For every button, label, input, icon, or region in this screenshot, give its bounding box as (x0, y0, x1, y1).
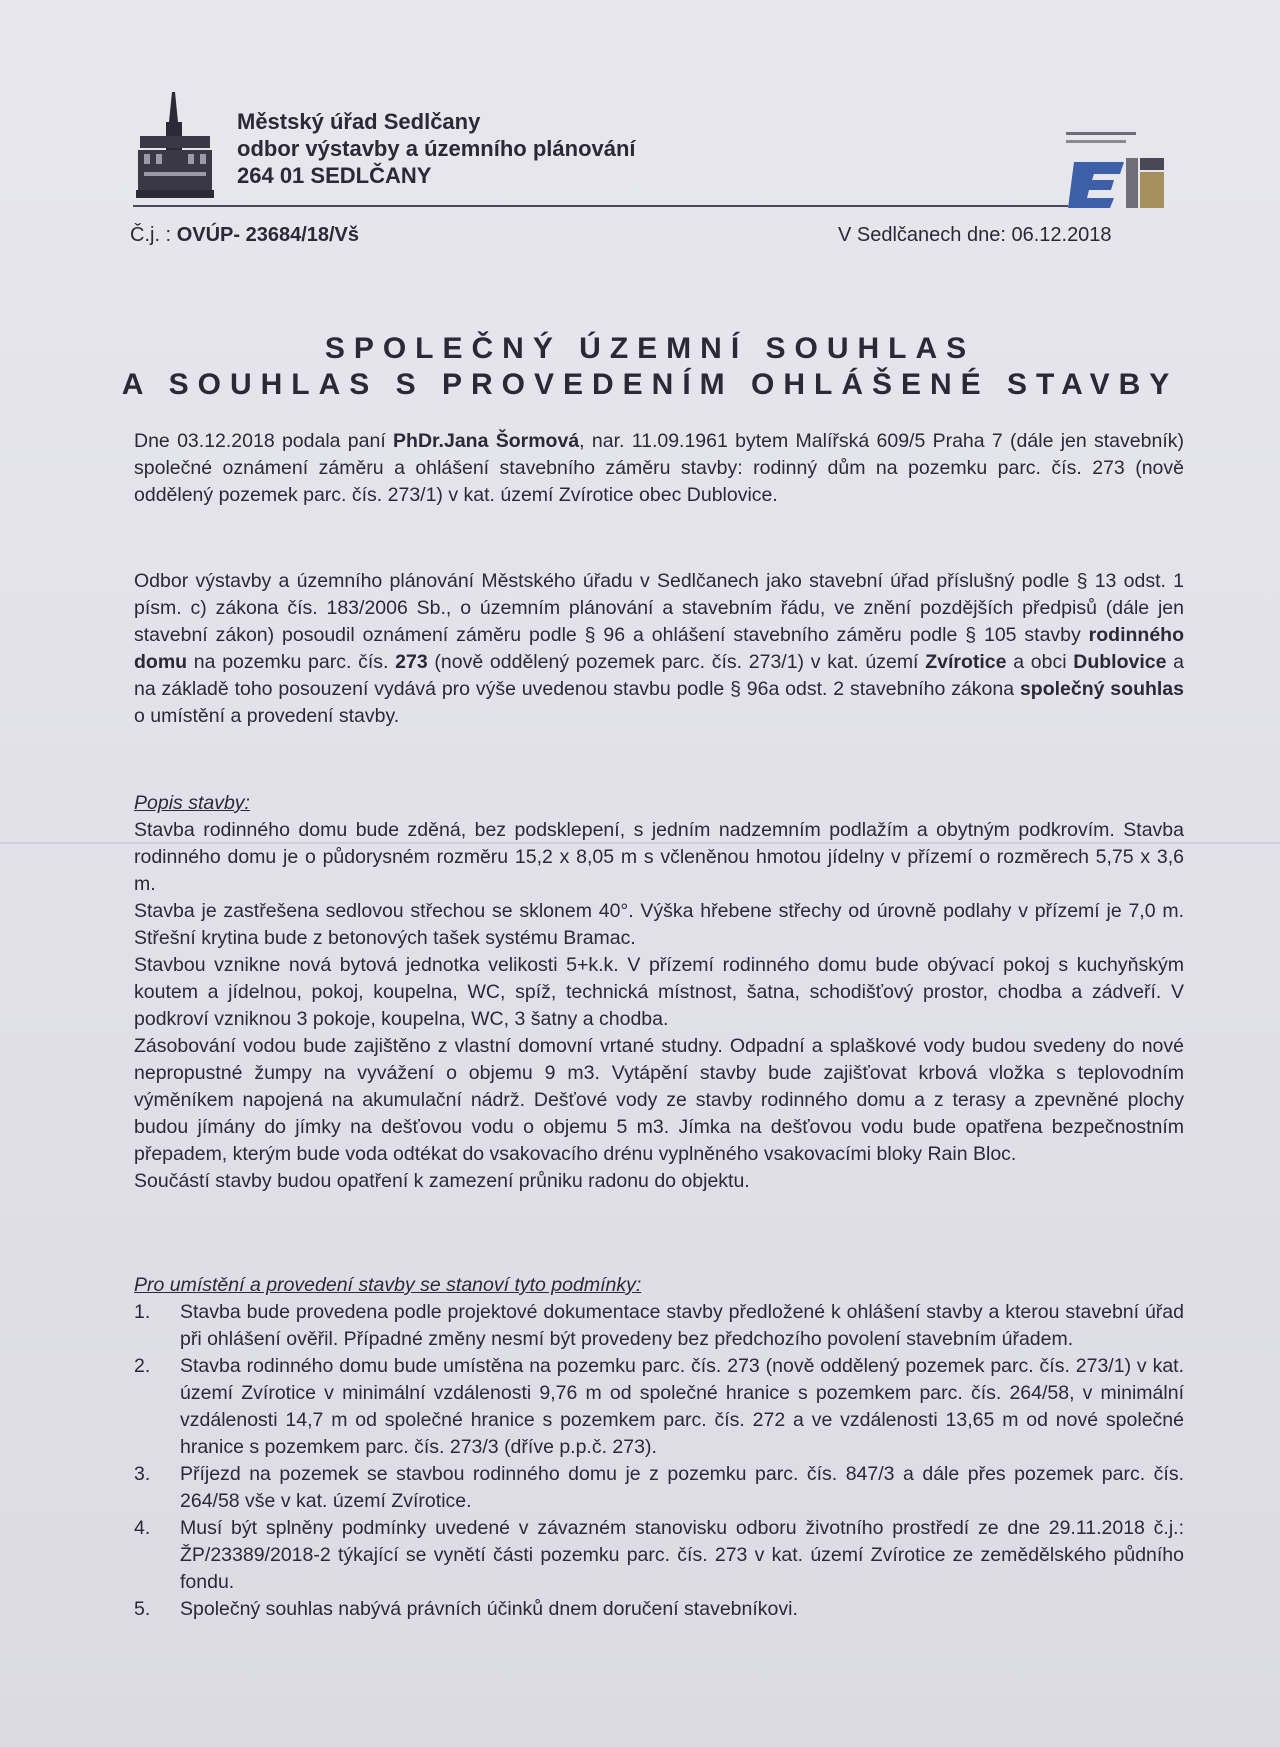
decision-bold-1: rodinného domu (134, 624, 1184, 673)
description-line: Stavbou vznikne nová bytová jednotka velikosti 5+k.k. V přízemí rodinného domu bude obývací pokoj s kuchyňským koutem a jídelnou, pokoj, koupelna, WC, spíž, technická místnost, šatna, schodišťový prostor, chodba a zádveří. V podkroví vzniknou 3 pokoje, koupelna, WC, 3 šatny a chodba. (134, 954, 1184, 1030)
decision-text-1: Odbor výstavby a územního plánování Městského úřadu v Sedlčanech jako stavební úřad příslušný podle § 13 odst. 1 písm. c) zákona čís. 183/2006 Sb., o územním plánování a stavebním řádu, ve znění pozdějších předpisů (dále jen stavební zákon) posoudil oznámení záměru podle § 96 a ohlášení stavebního záměru podle § 105 stavby (134, 570, 1184, 646)
reference-label: Č.j. : (130, 224, 172, 246)
intro-paragraph (134, 428, 1184, 534)
decision-bold-4: Dublovice (1073, 651, 1167, 673)
decision-text-4: a obci (1006, 651, 1074, 673)
description-line: Zásobování vodou bude zajištěno z vlastní domovní vrtané studny. Odpadní a splaškové vody budou svedeny do nové nepropustné žumpy na vyvážení o objemu 9 m3. Vytápění stavby bude zajišťovat krbová vložka s teplovodním výměníkem napojená na akumulační nádrž. Dešťové vody ze stavby rodinného domu a z terasy a zpevněné plochy budou jímány do jímky na dešťovou vodu o objemu 5 m3. Jímka na dešťovou vodu bude opatřena bezpečnostním přepadem, kterým bude voda odtékat do vsakovacího drénu vyplněného vsakovacími bloky Rain Bloc. (134, 1035, 1184, 1165)
condition-text: Stavba rodinného domu bude umístěna na pozemku parc. čís. 273 (nově oddělený pozemek parc. čís. 273/1) v kat. území Zvírotice v minimální vzdálenosti 9,76 m od společné hranice s pozemkem parc. čís. 264/58, v minimální vzdálenosti 14,7 m od společné hranice s pozemkem parc. čís. 272 a ve vzdálenosti 13,65 m od nové společné hranice s pozemkem parc. čís. 273/3 (dříve p.p.č. 273). (180, 1355, 1184, 1458)
condition-item (134, 1596, 1184, 1623)
office-department: odbor výstavby a územního plánování (237, 136, 636, 161)
registry-stamp-logo (1060, 118, 1180, 210)
decision-paragraph (134, 568, 1184, 755)
office-address (237, 108, 636, 189)
decision-bold-5: společný souhlas (1019, 678, 1184, 700)
applicant-name: PhDr.Jana Šormová (393, 430, 580, 452)
condition-text: Musí být splněny podmínky uvedené v závazném stanovisku odboru životního prostředí ze dne 29.11.2018 č.j.: ŽP/23389/2018-2 týkající se vynětí části pozemku parc. čís. 273 v kat. území Zvírotice ze zemědělského půdního fondu. (180, 1517, 1184, 1593)
document-title-line2: A SOUHLAS S PROVEDENÍM OHLÁŠENÉ STAVBY (121, 368, 1179, 401)
description-line: Stavba je zastřešena sedlovou střechou se sklonem 40°. Výška hřebene střechy od úrovně podlahy v přízemí je 7,0 m. Střešní krytina bude z betonových tašek systému Bramac. (134, 900, 1184, 949)
office-postal: 264 01 SEDLČANY (237, 163, 432, 188)
condition-number: 3. (134, 1463, 151, 1485)
decision-text-6: o umístění a provedení stavby. (134, 705, 400, 727)
condition-text: Stavba bude provedena podle projektové dokumentace stavby předložené k ohlášení stavby a kterou stavební úřad při ohlášení ověřil. Případné změny nesmí být provedeny bez předchozího povolení stavebním úřadem. (180, 1301, 1184, 1350)
document-title-line1: SPOLEČNÝ ÚZEMNÍ SOUHLAS (324, 332, 976, 365)
conditions-section (134, 1272, 1184, 1623)
issue-date: V Sedlčanech dne: 06.12.2018 (838, 224, 1112, 246)
town-logo (134, 92, 216, 202)
decision-text-2: na pozemku parc. čís. (187, 651, 396, 673)
condition-item (134, 1353, 1184, 1461)
description-heading: Popis stavby: (134, 792, 250, 814)
condition-item (134, 1515, 1184, 1596)
header-divider (133, 205, 1068, 207)
decision-bold-2: 273 (395, 651, 428, 673)
condition-text: Příjezd na pozemek se stavbou rodinného domu je z pozemku parc. čís. 847/3 a dále přes pozemek parc. čís. 264/58 vše v kat. území Zvírotice. (180, 1463, 1184, 1512)
condition-item (134, 1461, 1184, 1515)
description-line: Stavba rodinného domu bude zděná, bez podsklepení, s jedním nadzemním podlažím a obytným podkrovím. Stavba rodinného domu je o půdorysném rozměru 15,2 x 8,05 m s včleněnou hmotou jídelny v přízemí o rozměrech 5,75 x 3,6 m. (134, 819, 1184, 895)
conditions-list (134, 1299, 1184, 1623)
reference-value: OVÚP- 23684/18/Vš (176, 224, 360, 246)
intro-text-1: Dne 03.12.2018 podala paní (134, 430, 394, 452)
condition-number: 1. (134, 1301, 151, 1323)
conditions-heading: Pro umístění a provedení stavby se stanoví tyto podmínky: (134, 1274, 642, 1296)
condition-item (134, 1299, 1184, 1353)
condition-text: Společný souhlas nabývá právních účinků dnem doručení stavebníkovi. (180, 1598, 798, 1620)
reference-number (130, 224, 359, 247)
decision-bold-3: Zvírotice (925, 651, 1007, 673)
condition-number: 4. (134, 1517, 151, 1539)
condition-number: 2. (134, 1355, 151, 1377)
condition-number: 5. (134, 1598, 151, 1620)
office-name: Městský úřad Sedlčany (237, 109, 481, 134)
decision-text-5: a na základě toho posouzení vydává pro výše uvedenou stavbu podle § 96a odst. 2 stavebního zákona (134, 651, 1185, 700)
description-line: Součástí stavby budou opatření k zamezení průniku radonu do objektu. (134, 1170, 750, 1192)
decision-text-3: (nově oddělený pozemek parc. čís. 273/1) v kat. území (427, 651, 926, 673)
intro-text-2: , nar. 11.09.1961 bytem Malířská 609/5 Praha 7 (dále jen stavebník) společné oznámení záměru a ohlášení stavebního záměru stavby: rodinný dům na pozemku parc. čís. 273 (nově oddělený pozemek parc. čís. 273/1) v kat. území Zvírotice obec Dublovice. (134, 430, 1184, 506)
construction-description (134, 790, 1184, 1195)
